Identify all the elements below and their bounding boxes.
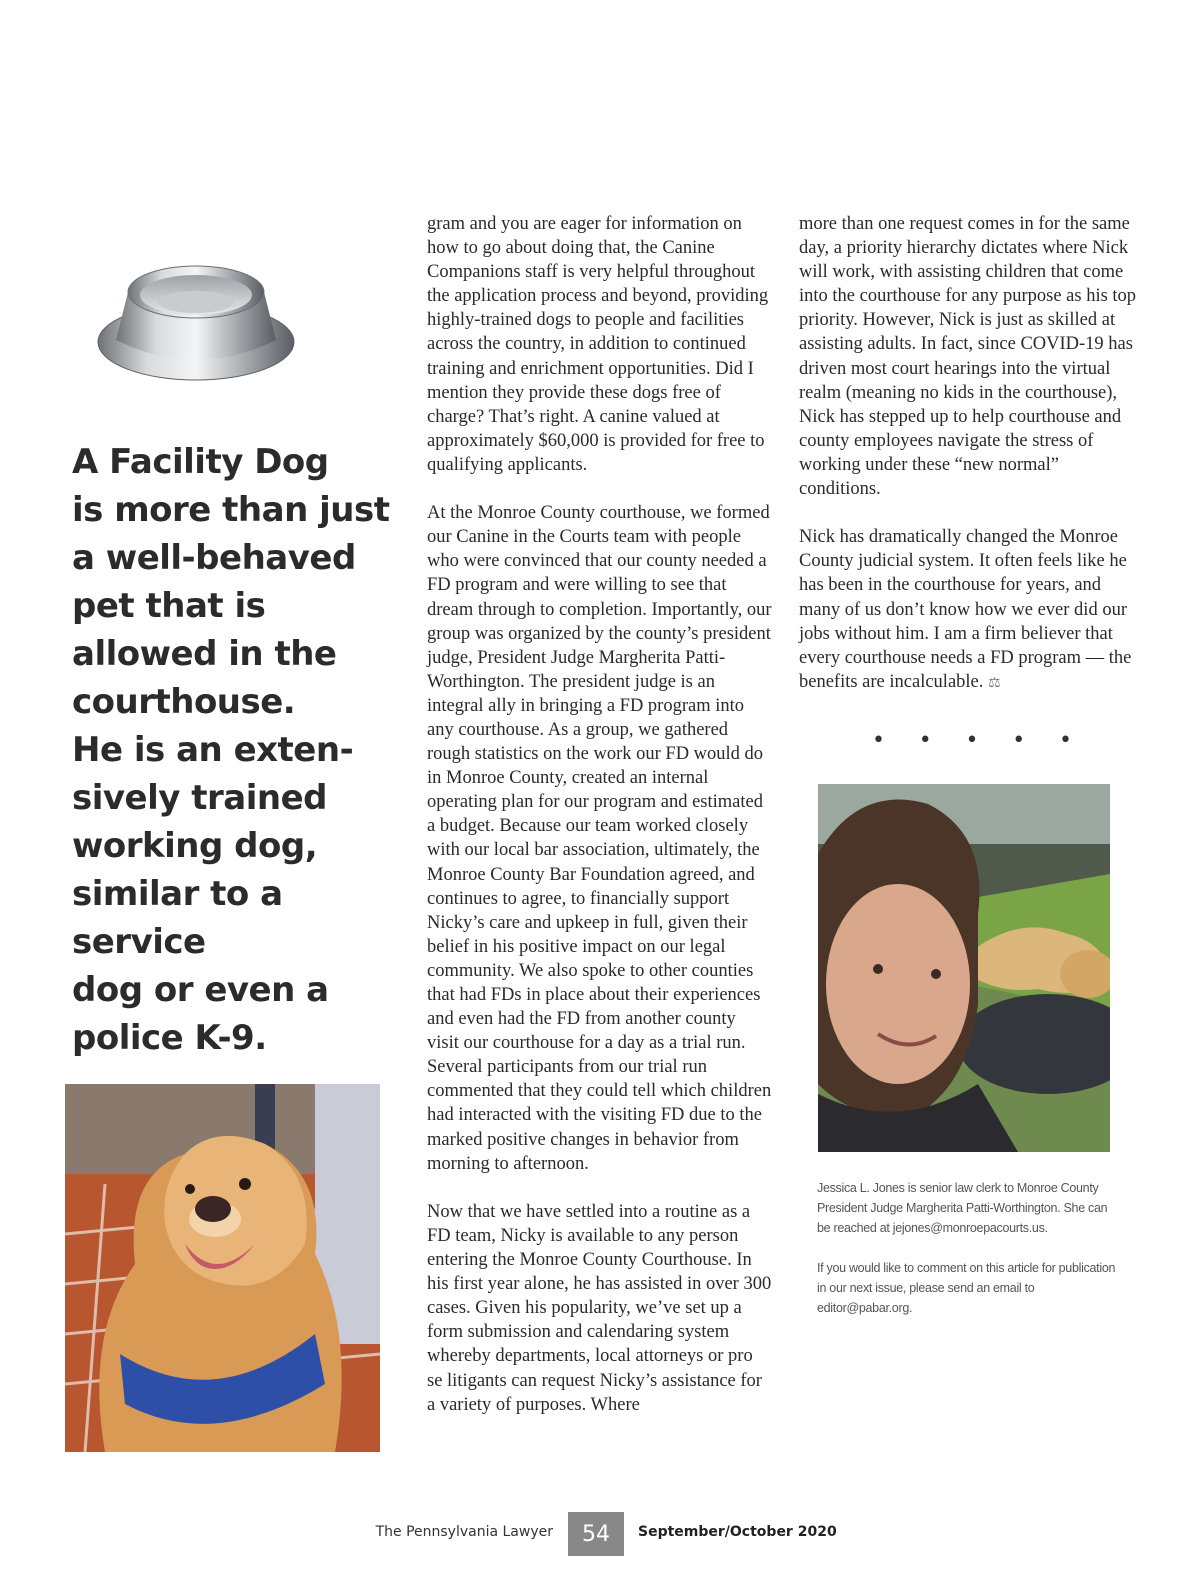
comment-note: If you would like to comment on this article for publication in our next issue, please send an email to editor@pabar.org.	[817, 1261, 1116, 1315]
paragraph: more than one request comes in for the same day, a priority hierarchy dictates where Nick will work, with assisting children that come into the courthouse for any purpose as his top priority. However, Nick is just as skilled at assisting adults. In fact, since COVID-19 has driven most court hearings into the virtual realm (meaning no kids in the courthouse), Nick has stepped up to help courthouse and county employees navigate the stress of working under these “new normal” conditions.	[799, 214, 1137, 500]
pull-quote	[72, 438, 407, 1062]
publication-name: The Pennsylvania Lawyer	[375, 1524, 553, 1540]
author-photo	[818, 784, 1110, 1152]
separator-dot: •	[918, 728, 932, 753]
paragraph: Now that we have settled into a routine as a FD team, Nicky is available to any person entering the Monroe County Courthouse. In his first year alone, he has assisted in over 300 cases. Given his popularity, we’ve set up a form submission and calendaring system whereby departments, local attorneys or pro se litigants can request Nicky’s assistance for a variety of purposes. Where	[427, 1201, 772, 1415]
section-separator	[872, 728, 1072, 758]
article-column-middle	[427, 212, 772, 1441]
author-bio: Jessica L. Jones is senior law clerk to Monroe County President Judge Margherita Patti-Worthington. She can be reached at jejones@monroepacourts.us.	[817, 1181, 1108, 1235]
separator-dot: •	[1012, 728, 1026, 753]
pull-quote-line: He is an exten-	[72, 730, 354, 770]
pull-quote-line: pet that is	[72, 586, 266, 626]
pull-quote-line: A Facility Dog	[72, 442, 329, 482]
issue-date: September/October 2020	[638, 1524, 837, 1540]
dog-photo	[65, 1084, 380, 1452]
pull-quote-line: working dog,	[72, 826, 318, 866]
pull-quote-line: police K-9.	[72, 1018, 267, 1058]
pull-quote-line: sively trained	[72, 778, 327, 818]
separator-dot: •	[965, 728, 979, 753]
scales-icon: ⚖	[988, 674, 1001, 691]
page-number: 54	[568, 1512, 624, 1556]
separator-dot: •	[1059, 728, 1072, 753]
pull-quote-line: is more than just	[72, 490, 390, 530]
paragraph	[799, 525, 1144, 695]
pull-quote-line: allowed in the	[72, 634, 337, 674]
pull-quote-line: similar to a service	[72, 874, 283, 962]
author-caption	[817, 1178, 1117, 1338]
separator-dot: •	[872, 728, 885, 753]
paragraph: gram and you are eager for information on how to go about doing that, the Canine Companions staff is very helpful throughout the application process and beyond, providing highly-trained dogs to people and facilities across the country, in addition to continued training and enrichment opportunities. Did I mention they provide these dogs free of charge? That’s right. A canine valued at approximately $60,000 is provided for free to qualifying applicants.	[427, 214, 769, 475]
pull-quote-line: a well-behaved	[72, 538, 356, 578]
dog-bowl-image	[96, 240, 296, 390]
paragraph-text: Nick has dramatically changed the Monroe County judicial system. It often feels like he has been in the courthouse for years, and many of us don’t know how we ever did our jobs without him. I am a firm believer that every courthouse needs a FD program — the benefits are incalculable.	[799, 527, 1132, 692]
pull-quote-line: dog or even a	[72, 970, 329, 1010]
pull-quote-line: courthouse.	[72, 682, 296, 722]
page-footer	[0, 1512, 1200, 1556]
article-column-right	[799, 212, 1144, 719]
paragraph: At the Monroe County courthouse, we formed our Canine in the Courts team with people who were convinced that our county needed a FD program and were willing to see that dream through to completion. Importantly, our group was organized by the county’s president judge, President Judge Margherita Patti-Worthington. The president judge is an integral ally in bringing a FD program into any courthouse. As a group, we gathered rough statistics on the work our FD would do in Monroe County, created an internal operating plan for our program and estimated a budget. Because our team worked closely with our local bar association, ultimately, the Monroe County Bar Foundation agreed, and continues to agree, to financially support Nicky’s care and upkeep in full, given their belief in his positive impact on our legal community. We also spoke to other counties that had FDs in place about their experiences and even had the FD from another county visit our courthouse for a day as a trial run. Several participants from our trial run commented that they could tell which children had interacted with the visiting FD due to the marked positive changes in behavior from morning to afternoon.	[427, 503, 772, 1174]
